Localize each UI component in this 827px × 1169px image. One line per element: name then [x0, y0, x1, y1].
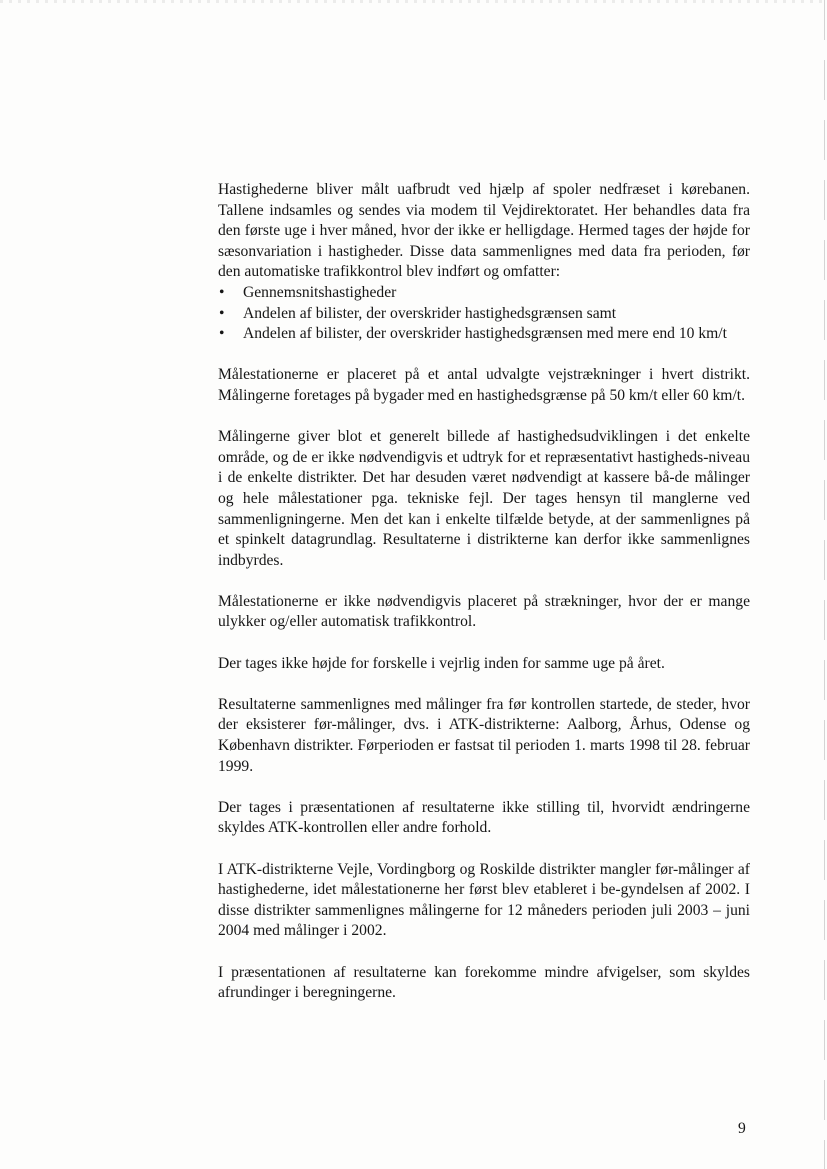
- bullet-list-measures: [218, 283, 750, 345]
- page-number: 9: [738, 1120, 746, 1137]
- scan-edge-top: [0, 0, 827, 3]
- paragraph-station-placement: Målestationerne er placeret på et antal udvalgte vejstrækninger i hvert distrikt. Målingerne foretages på bygader med en hastighedsgrænse på 50 km/t eller 60 km/t.: [218, 366, 750, 404]
- bullet-item-average-speed: • Gennemsnitshastigheder: [218, 283, 750, 304]
- scan-edge-right: [824, 0, 825, 1169]
- body-text: [218, 180, 750, 1004]
- paragraph-measurement-method: Hastighederne bliver målt uafbrudt ved hjælp af spoler nedfræset i kørebanen. Tallene indsamles og sendes via modem til Vejdirektoratet. Her behandles data fra den første uge i hver måned, hvor der ikke er helligdage. Hermed tages der højde for sæsonvariation i hastigheder. Disse data sammenlignes med data fra perioden, før den automatiske trafikkontrol blev indført og omfatter:: [218, 181, 750, 281]
- paragraph-rounding: I præsentationen af resultaterne kan forekomme mindre afvigelser, som skyldes afrundinger i beregningerne.: [218, 963, 750, 1002]
- bullet-item-share-speeding-over-10: • Andelen af bilister, der overskrider hastighedsgrænsen med mere end 10 km/t: [218, 324, 750, 345]
- paragraph-weather: Der tages ikke højde for forskelle i vejrlig inden for samme uge på året.: [218, 654, 665, 672]
- paragraph-no-causality: Der tages i præsentationen af resultaterne ikke stilling til, hvorvidt ændringerne skyldes ATK-kontrollen eller andre forhold.: [218, 798, 750, 837]
- paragraph-not-accident-sites: Målestationerne er ikke nødvendigvis placeret på strækninger, hvor der er mange ulykker og/eller automatisk trafikkontrol.: [218, 592, 750, 631]
- paragraph-general-picture: Målingerne giver blot et generelt billede af hastighedsudviklingen i det enkelte område, og de er ikke nødvendigvis et udtryk for et repræsentativt hastigheds-niveau i de enkelte distrikter. Det har desuden været nødvendigt at kassere bå-de målinger og hele målestationer pga. tekniske fejl. Der tages hensyn til manglerne ved sammenligningerne. Men det kan i enkelte tilfælde betyde, at der sammenlignes på et spinkelt datagrundlag. Resultaterne i distrikterne kan derfor ikke sammenlignes indbyrdes.: [218, 428, 750, 569]
- paragraph-before-measurements: Resultaterne sammenlignes med målinger fra før kontrollen startede, de steder, hvor der eksisterer før-målinger, dvs. i ATK-distrikterne: Aalborg, Århus, Odense og København distrikter. Førperioden er fastsat til perioden 1. marts 1998 til 28. februar 1999.: [218, 695, 750, 775]
- paragraph-missing-before-data: I ATK-distrikterne Vejle, Vordingborg og Roskilde distrikter mangler før-målinger af hastighederne, idet målestationerne her først blev etableret i be-gyndelsen af 2002. I disse distrikter sammenlignes målingerne for 12 måneders perioden juli 2003 – juni 2004 med målinger i 2002.: [218, 860, 750, 940]
- bullet-item-share-speeding: • Andelen af bilister, der overskrider hastighedsgrænsen samt: [218, 304, 750, 325]
